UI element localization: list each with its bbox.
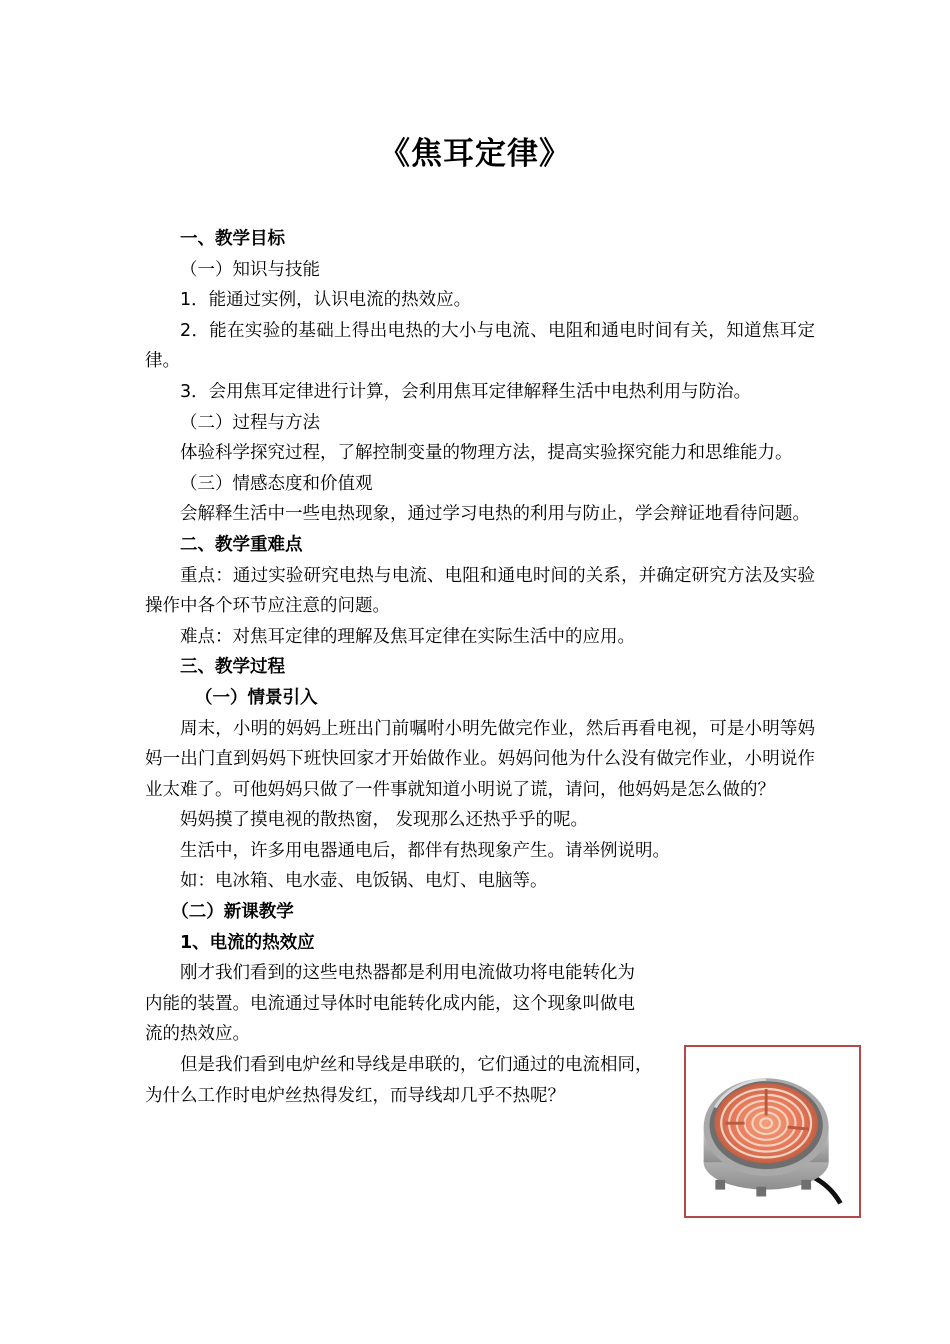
- subheading-attitudes-values: （三）情感态度和价值观: [180, 473, 373, 494]
- paragraph-examples: 如：电冰箱、电水壶、电饭锅、电灯、电脑等。: [180, 871, 548, 892]
- subheading-knowledge-skills: （一）知识与技能: [180, 259, 320, 280]
- objective-item-1: 1．能通过实例，认识电流的热效应。: [180, 290, 472, 311]
- subheading-scenario-intro: （一）情景引入: [195, 687, 318, 708]
- paragraph-question-line2: 为什么工作时电炉丝热得发红，而导线却几乎不热呢？: [145, 1085, 565, 1106]
- section-heading-key-difficult: 二、教学重难点: [180, 534, 303, 555]
- paragraph-story: 周末，小明的妈妈上班出门前嘱咐小明先做完作业，然后再看电视，可是小明等妈妈一出门直到妈妈下班快回家才开始做作业。妈妈问他为什么没有做完作业，小明说作业太难了。可他妈妈只做了一件事就知道小明说了谎，请问，他妈妈是怎么做的？: [145, 718, 815, 800]
- paragraph-difficult-point: 难点：对焦耳定律的理解及焦耳定律在实际生活中的应用。: [180, 626, 635, 647]
- paragraph-heating-effect-line2: 内能的装置。电流通过导体时电能转化成内能，这个现象叫做电: [145, 993, 635, 1014]
- topic-heading-heating-effect: 1、电流的热效应: [180, 932, 315, 953]
- objective-item-2: 2．能在实验的基础上得出电热的大小与电流、电阻和通电时间有关，知道焦耳定律。: [145, 320, 815, 372]
- subheading-new-lesson: （二）新课教学: [171, 902, 294, 923]
- section-heading-process: 三、教学过程: [180, 657, 285, 678]
- document-title: 《焦耳定律》: [379, 136, 571, 172]
- paragraph-life-question: 生活中，许多用电器通电后，都伴有热现象产生。请举例说明。: [180, 840, 670, 861]
- paragraph-attitudes-values: 会解释生活中一些电热现象，通过学习电热的利用与防止，学会辩证地看待问题。: [180, 504, 810, 525]
- paragraph-heating-effect-line3: 流的热效应。: [145, 1024, 250, 1045]
- paragraph-process-methods: 体验科学探究过程，了解控制变量的物理方法，提高实验探究能力和思维能力。: [180, 443, 793, 464]
- electric-stove-image: [684, 1045, 861, 1218]
- objective-item-3: 3．会用焦耳定律进行计算，会利用焦耳定律解释生活中电热利用与防治。: [180, 381, 752, 402]
- section-heading-objectives: 一、教学目标: [180, 229, 285, 249]
- document-body: [145, 224, 815, 1111]
- paragraph-answer: 妈妈摸了摸电视的散热窗， 发现那么还热乎乎的呢。: [180, 810, 589, 831]
- subheading-process-methods: （二）过程与方法: [180, 412, 320, 433]
- paragraph-key-point: 重点：通过实验研究电热与电流、电阻和通电时间的关系，并确定研究方法及实验操作中各个环节应注意的问题。: [145, 565, 815, 617]
- paragraph-question-line1: 但是我们看到电炉丝和导线是串联的，它们通过的电流相同，: [180, 1055, 653, 1076]
- paragraph-heating-effect-line1: 刚才我们看到的这些电热器都是利用电流做功将电能转化为: [180, 963, 635, 984]
